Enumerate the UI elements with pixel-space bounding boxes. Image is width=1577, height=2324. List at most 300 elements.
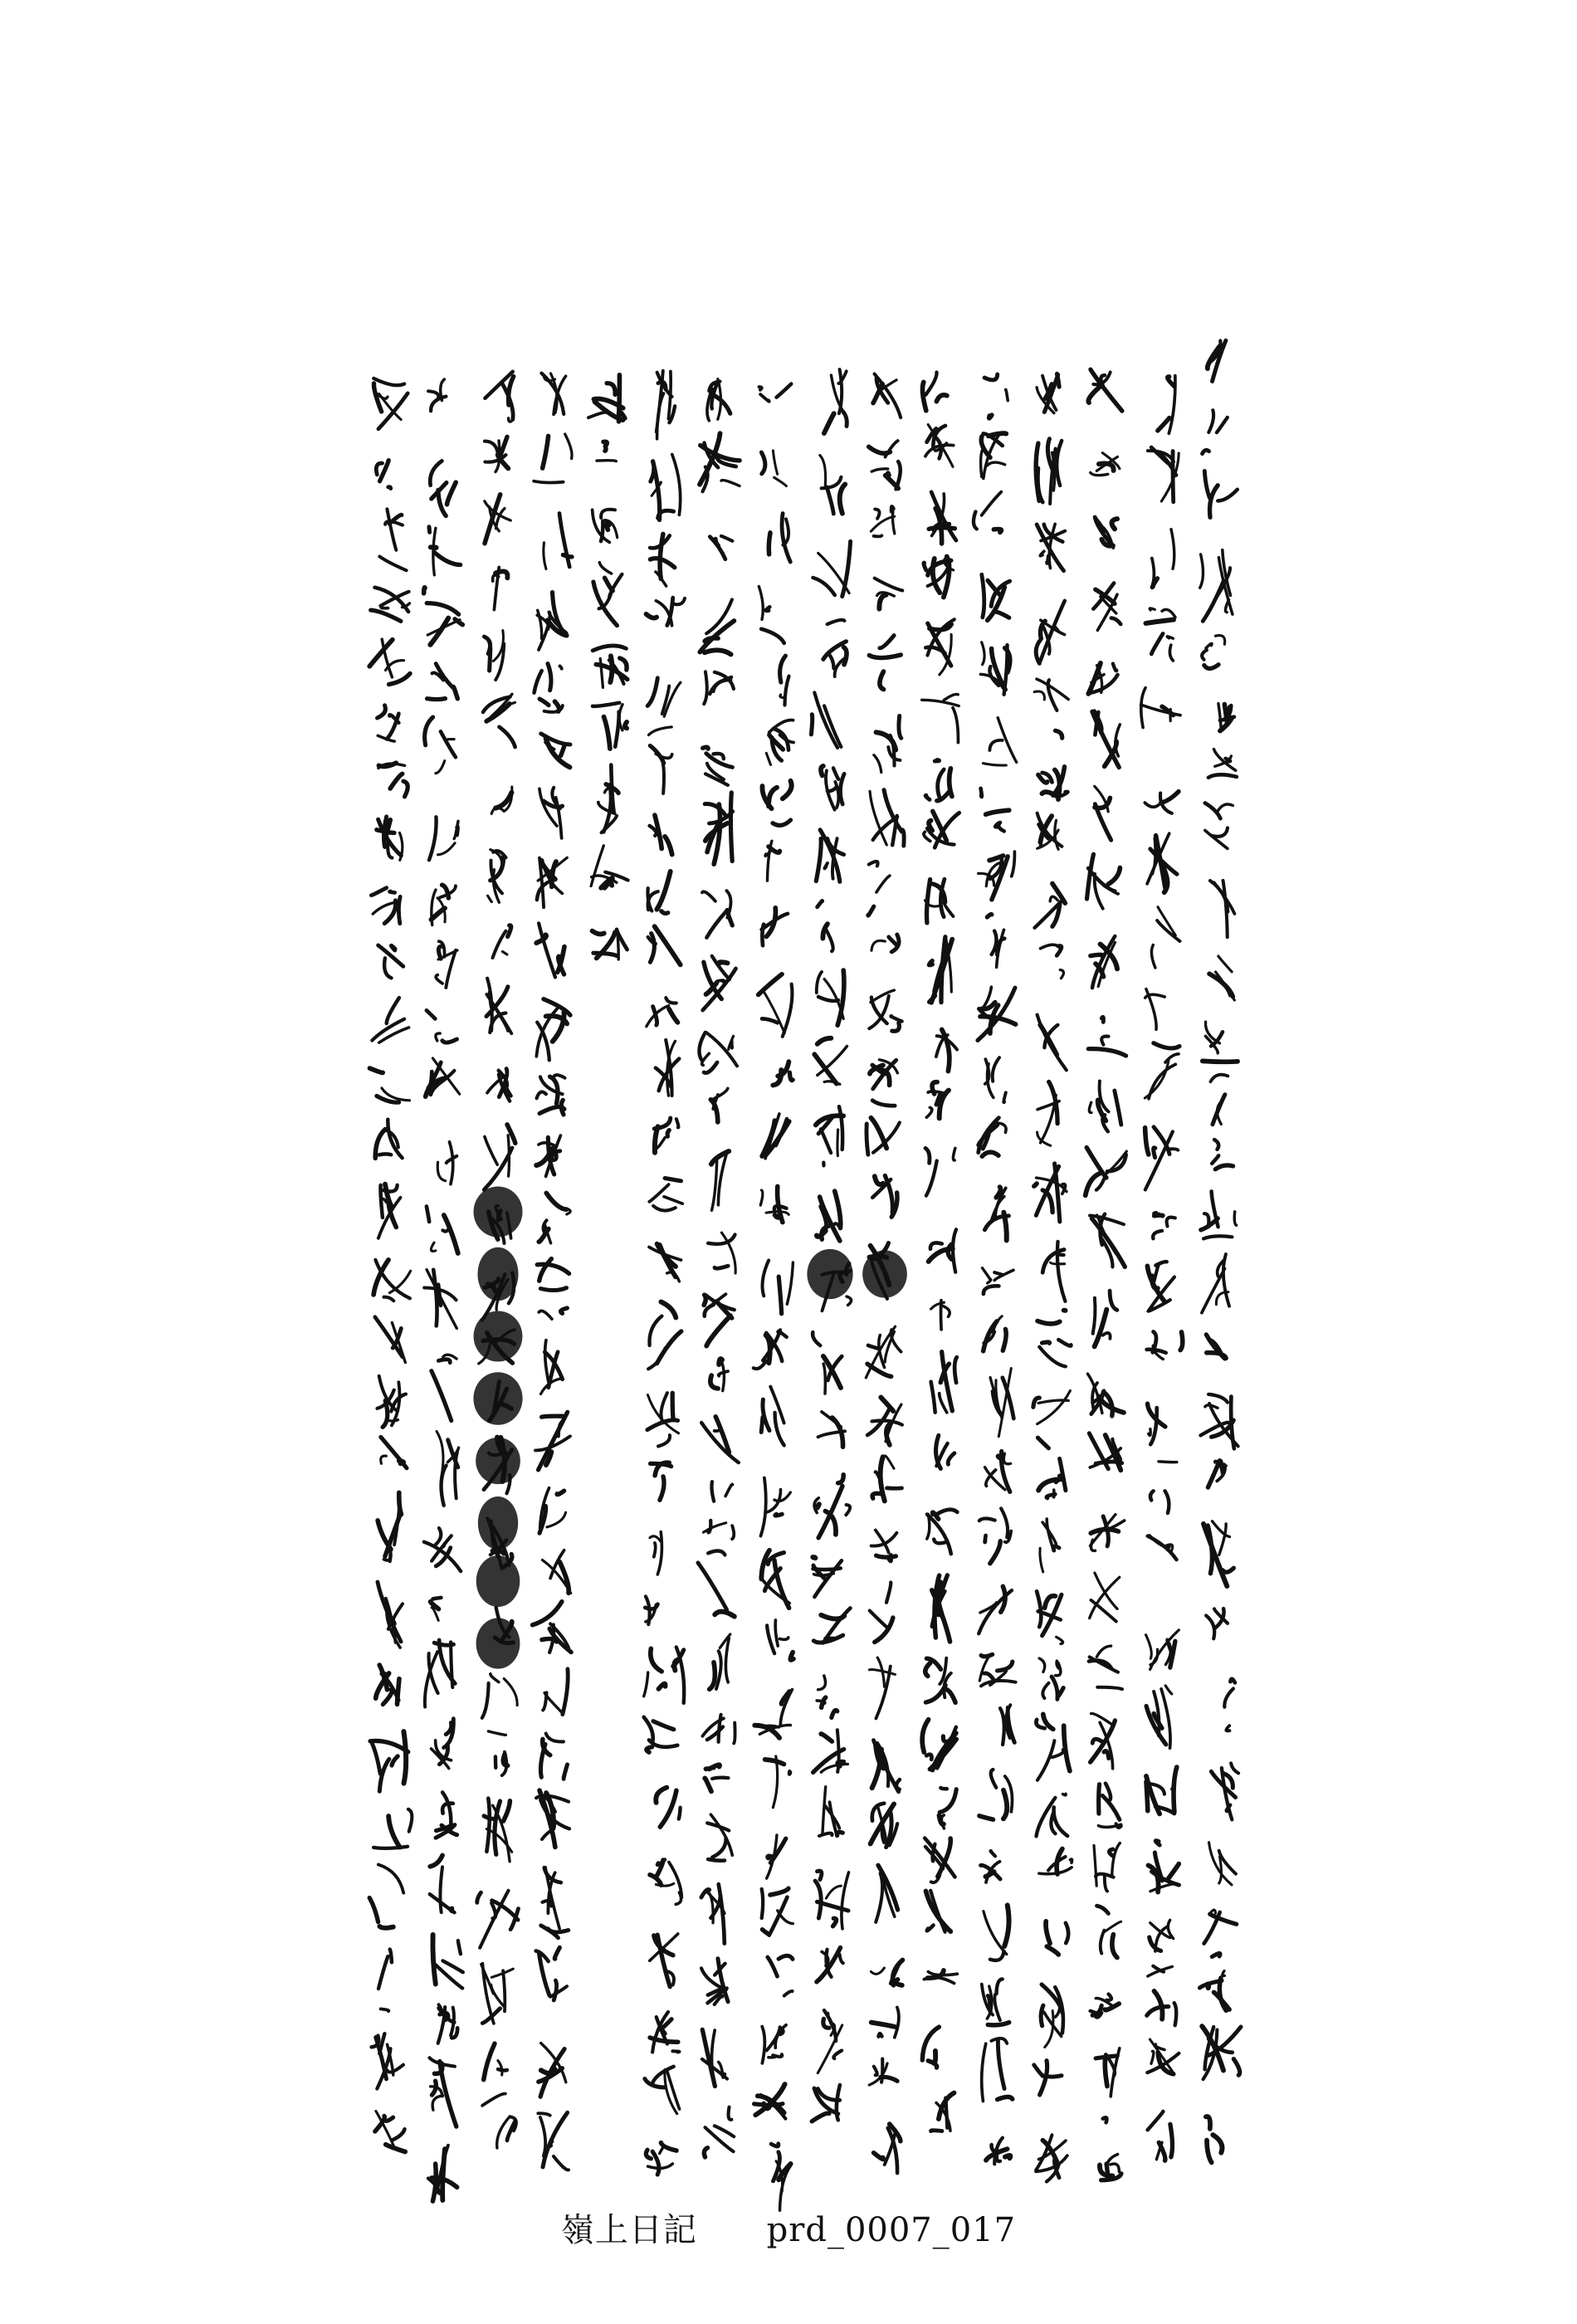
- handwritten-glyph: [824, 369, 847, 433]
- handwritten-glyph: [874, 2124, 901, 2173]
- handwritten-glyph: [372, 998, 408, 1042]
- handwritten-glyph: [872, 935, 899, 952]
- handwritten-glyph: [430, 1855, 455, 1912]
- handwritten-glyph: [759, 384, 792, 402]
- handwritten-glyph: [979, 852, 1015, 900]
- ink-blot: [474, 1311, 523, 1361]
- handwritten-glyph: [765, 1756, 791, 1808]
- handwritten-glyph: [1147, 833, 1177, 892]
- handwritten-glyph: [375, 1317, 406, 1363]
- handwritten-glyph: [931, 1352, 957, 1413]
- handwritten-glyph: [1100, 2117, 1121, 2180]
- handwritten-glyph: [1094, 1843, 1120, 1892]
- handwritten-glyph: [979, 1586, 1012, 1633]
- handwritten-glyph: [875, 579, 903, 609]
- handwritten-glyph: [1145, 1054, 1179, 1099]
- ink-blot: [807, 1249, 852, 1299]
- handwritten-glyph: [651, 455, 681, 520]
- handwritten-glyph: [378, 706, 399, 741]
- handwritten-glyph: [657, 371, 675, 439]
- handwritten-glyph: [432, 885, 456, 925]
- handwritten-glyph: [1037, 524, 1065, 570]
- handwritten-glyph: [1224, 1679, 1235, 1731]
- handwritten-glyph: [812, 2085, 840, 2121]
- handwritten-glyph: [1040, 1519, 1059, 1572]
- handwritten-glyph: [985, 1452, 1011, 1492]
- handwritten-glyph: [597, 442, 616, 461]
- handwritten-glyph: [542, 1550, 570, 1594]
- handwritten-glyph: [484, 2043, 507, 2080]
- handwritten-glyph: [869, 2059, 897, 2086]
- handwritten-glyph: [378, 945, 403, 978]
- handwritten-glyph: [376, 1665, 399, 1705]
- handwritten-glyph: [925, 879, 954, 923]
- handwritten-glyph: [537, 1259, 569, 1320]
- handwritten-glyph: [1092, 711, 1120, 768]
- handwritten-glyph: [1088, 1374, 1125, 1416]
- handwritten-glyph: [816, 1106, 843, 1165]
- handwritten-glyph: [429, 817, 458, 860]
- handwritten-glyph: [1038, 1015, 1067, 1071]
- handwritten-glyph: [702, 1715, 735, 1744]
- handwritten-glyph: [372, 2034, 403, 2088]
- handwritten-glyph: [922, 694, 959, 742]
- handwritten-glyph: [871, 1804, 898, 1848]
- handwritten-glyph: [488, 1731, 507, 1775]
- handwritten-glyph: [1210, 881, 1234, 937]
- handwritten-glyph: [1145, 792, 1179, 813]
- handwritten-glyph: [869, 1658, 895, 1718]
- handwritten-glyph: [1034, 2061, 1062, 2095]
- handwritten-glyph: [482, 2093, 516, 2147]
- handwritten-glyph: [648, 926, 681, 964]
- handwritten-glyph: [1209, 1843, 1236, 1885]
- handwritten-glyph: [754, 2084, 786, 2119]
- handwritten-glyph: [1202, 636, 1225, 669]
- handwritten-glyph: [369, 639, 410, 684]
- handwritten-glyph: [537, 593, 566, 650]
- handwritten-glyph: [872, 1531, 897, 1562]
- handwritten-glyph: [537, 857, 567, 907]
- handwritten-glyph: [1088, 369, 1122, 411]
- handwritten-glyph: [1087, 854, 1120, 909]
- handwritten-glyph: [374, 378, 408, 429]
- handwritten-glyph: [1148, 447, 1179, 502]
- handwritten-glyph: [710, 1634, 730, 1689]
- handwritten-glyph: [981, 788, 1009, 832]
- handwritten-glyph: [650, 534, 675, 586]
- handwritten-glyph: [866, 1326, 901, 1378]
- handwritten-glyph: [651, 1462, 671, 1500]
- handwritten-glyph: [431, 1598, 442, 1621]
- handwritten-glyph: [593, 703, 627, 749]
- handwritten-glyph: [924, 1970, 957, 1984]
- handwritten-glyph: [1148, 1536, 1177, 1560]
- handwritten-glyph: [533, 1602, 572, 1653]
- handwritten-glyph: [932, 1575, 950, 1642]
- handwritten-glyph: [931, 1301, 950, 1330]
- handwritten-glyph: [982, 574, 1010, 620]
- handwritten-glyph: [1211, 1075, 1228, 1125]
- handwritten-glyph: [540, 1488, 566, 1534]
- handwritten-glyph: [437, 1142, 456, 1184]
- handwritten-glyph: [1042, 1242, 1065, 1311]
- handwritten-glyph: [766, 720, 793, 765]
- handwritten-glyph: [1091, 1713, 1116, 1768]
- handwritten-glyph: [867, 1398, 902, 1445]
- handwritten-glyph: [369, 1864, 403, 1927]
- handwritten-glyph: [1147, 1966, 1177, 2026]
- handwritten-glyph: [424, 1270, 456, 1329]
- handwritten-glyph: [424, 1528, 461, 1571]
- handwritten-glyph: [543, 1669, 568, 1715]
- handwritten-glyph: [541, 1868, 569, 1938]
- handwritten-glyph: [780, 656, 789, 705]
- handwritten-glyph: [647, 678, 681, 735]
- handwritten-glyph: [980, 642, 1009, 695]
- handwritten-glyph: [760, 1186, 788, 1222]
- handwritten-glyph: [1200, 550, 1233, 622]
- handwritten-glyph: [1146, 1767, 1177, 1814]
- handwritten-glyph: [702, 891, 732, 938]
- handwritten-glyph: [1036, 601, 1065, 664]
- handwritten-glyph: [540, 1734, 567, 1780]
- handwritten-glyph: [817, 970, 844, 1025]
- handwritten-glyph: [1091, 453, 1120, 476]
- handwritten-glyph: [710, 1359, 728, 1390]
- handwritten-glyph: [371, 888, 400, 924]
- handwritten-glyph: [873, 374, 901, 417]
- handwritten-glyph: [593, 510, 618, 543]
- handwritten-glyph: [1034, 679, 1068, 738]
- handwritten-glyph: [374, 1809, 412, 1848]
- handwriting-strokes: [369, 340, 1241, 2210]
- handwritten-glyph: [698, 1551, 735, 1617]
- handwritten-glyph: [767, 1835, 786, 1878]
- handwritten-glyph: [427, 664, 458, 700]
- handwritten-glyph: [762, 2025, 786, 2063]
- handwritten-glyph: [985, 1057, 1006, 1102]
- handwritten-glyph: [1046, 1921, 1068, 1955]
- handwritten-glyph: [871, 1960, 902, 1985]
- handwritten-glyph: [984, 1187, 1008, 1240]
- handwritten-glyph: [817, 1676, 837, 1717]
- handwritten-glyph: [815, 1871, 848, 1929]
- handwritten-glyph: [1209, 956, 1234, 1000]
- handwritten-glyph: [593, 930, 627, 959]
- handwritten-glyph: [1036, 2135, 1067, 2181]
- handwritten-glyph: [701, 1884, 725, 1944]
- handwritten-glyph: [1093, 583, 1120, 631]
- handwritten-glyph: [710, 1088, 728, 1122]
- handwritten-glyph: [1148, 2112, 1173, 2160]
- handwritten-glyph: [537, 1075, 565, 1115]
- handwritten-glyph: [650, 1860, 681, 1905]
- handwritten-glyph: [376, 461, 390, 489]
- handwritten-glyph: [1089, 1646, 1122, 1689]
- handwritten-glyph: [1095, 517, 1117, 548]
- handwritten-glyph: [436, 941, 457, 988]
- ink-blot: [862, 1250, 907, 1297]
- handwritten-glyph: [982, 2038, 1013, 2102]
- handwritten-glyph: [534, 434, 572, 483]
- handwritten-glyph: [1041, 945, 1064, 978]
- handwritten-glyph: [936, 1029, 957, 1071]
- handwritten-glyph: [820, 456, 845, 515]
- handwritten-glyph: [485, 437, 508, 471]
- handwritten-glyph: [700, 599, 734, 654]
- handwritten-glyph: [432, 1935, 462, 1989]
- handwritten-glyph: [485, 495, 510, 544]
- handwritten-glyph: [929, 1229, 956, 1272]
- handwritten-glyph: [1147, 1332, 1183, 1360]
- handwritten-glyph: [925, 1148, 955, 1195]
- handwritten-glyph: [481, 1964, 514, 2024]
- handwritten-glyph: [541, 1340, 563, 1394]
- handwritten-glyph: [925, 619, 954, 675]
- handwritten-glyph: [922, 373, 946, 411]
- handwritten-glyph: [378, 1492, 401, 1561]
- handwritten-glyph: [1086, 1148, 1127, 1196]
- handwritten-glyph: [438, 2004, 458, 2043]
- handwritten-glyph: [871, 506, 895, 536]
- handwritten-glyph: [536, 923, 564, 977]
- handwritten-glyph: [644, 1648, 684, 1703]
- handwritten-glyph: [704, 671, 734, 704]
- handwritten-glyph: [1036, 439, 1062, 504]
- handwritten-glyph: [819, 1787, 842, 1836]
- handwritten-glyph: [483, 694, 515, 747]
- handwritten-glyph: [427, 1010, 457, 1042]
- handwritten-glyph: [761, 1478, 791, 1536]
- handwritten-glyph: [979, 1770, 1013, 1819]
- handwritten-glyph: [1039, 1849, 1072, 1875]
- handwritten-glyph: [650, 1532, 662, 1575]
- handwritten-glyph: [1034, 1164, 1067, 1222]
- handwritten-glyph: [1146, 1686, 1172, 1748]
- handwritten-glyph: [1203, 1022, 1238, 1062]
- handwritten-glyph: [648, 1302, 681, 1370]
- handwritten-glyph: [1098, 1784, 1120, 1828]
- handwritten-glyph: [813, 541, 851, 596]
- handwritten-glyph: [1202, 2026, 1241, 2079]
- ink-blot: [474, 1186, 523, 1237]
- handwritten-glyph: [598, 765, 618, 833]
- handwritten-glyph: [929, 492, 956, 544]
- handwritten-glyph: [817, 1191, 841, 1241]
- handwritten-glyph: [437, 1431, 459, 1505]
- handwritten-glyph: [1037, 1794, 1068, 1836]
- handwritten-glyph: [978, 987, 1016, 1040]
- handwritten-glyph: [1148, 1404, 1165, 1444]
- handwritten-glyph: [869, 990, 901, 1031]
- handwritten-glyph: [645, 1596, 657, 1624]
- handwritten-glyph: [593, 646, 627, 687]
- handwritten-glyph: [876, 1865, 897, 1922]
- handwritten-glyph: [703, 747, 733, 785]
- handwritten-glyph: [710, 536, 732, 559]
- ink-blot: [478, 1496, 518, 1550]
- caption-id: prd_0007_017: [766, 2211, 1017, 2249]
- handwritten-glyph: [1090, 1515, 1124, 1551]
- handwritten-glyph: [374, 1260, 411, 1301]
- handwritten-glyph: [711, 1151, 729, 1211]
- handwritten-manuscript-image: [365, 320, 1253, 2229]
- handwritten-glyph: [1203, 410, 1228, 453]
- handwritten-glyph: [760, 1550, 789, 1609]
- handwritten-glyph: [370, 1731, 408, 1791]
- handwritten-glyph: [870, 790, 904, 846]
- handwritten-glyph: [931, 2093, 954, 2131]
- handwritten-glyph: [1218, 704, 1234, 731]
- handwritten-glyph: [535, 664, 563, 712]
- handwritten-glyph: [491, 787, 512, 813]
- handwritten-glyph: [761, 1387, 784, 1446]
- handwritten-glyph: [484, 1799, 512, 1862]
- handwritten-glyph: [1211, 1763, 1238, 1819]
- handwritten-glyph: [1039, 1658, 1063, 1699]
- handwritten-glyph: [872, 1741, 900, 1792]
- handwritten-glyph: [1204, 1521, 1233, 1586]
- handwritten-glyph: [1090, 1214, 1125, 1267]
- handwritten-glyph: [485, 372, 513, 422]
- handwritten-glyph: [925, 1838, 954, 1883]
- handwritten-glyph: [1202, 1254, 1229, 1313]
- handwritten-glyph: [869, 441, 901, 489]
- handwritten-glyph: [872, 1456, 901, 1501]
- handwritten-glyph: [593, 563, 622, 626]
- handwritten-glyph: [484, 631, 504, 681]
- handwritten-glyph: [922, 1720, 956, 1770]
- handwritten-glyph: [769, 514, 790, 563]
- handwritten-glyph: [762, 908, 788, 945]
- handwritten-glyph: [1208, 340, 1226, 381]
- handwritten-glyph: [1141, 688, 1181, 728]
- handwritten-glyph: [872, 1175, 897, 1217]
- handwritten-glyph: [922, 2027, 939, 2068]
- handwritten-glyph: [1158, 376, 1175, 434]
- handwritten-glyph: [436, 1792, 457, 1838]
- handwritten-glyph: [1037, 374, 1059, 413]
- handwritten-glyph: [987, 915, 1004, 968]
- handwritten-glyph: [818, 901, 833, 951]
- handwritten-glyph: [588, 375, 625, 422]
- handwritten-glyph: [979, 1118, 1006, 1157]
- handwritten-glyph: [708, 1233, 735, 1273]
- handwritten-glyph: [926, 1891, 951, 1932]
- handwritten-glyph: [536, 999, 570, 1061]
- ink-blot: [476, 1618, 520, 1668]
- handwritten-glyph: [375, 1120, 402, 1159]
- handwritten-glyph: [702, 2029, 727, 2086]
- handwritten-glyph: [707, 1814, 732, 1861]
- handwritten-glyph: [1147, 2039, 1179, 2074]
- handwritten-glyph: [814, 1038, 847, 1085]
- handwritten-glyph: [1153, 1213, 1175, 1239]
- caption-title: 嶺上日記: [560, 2211, 697, 2249]
- handwritten-glyph: [707, 379, 730, 421]
- handwritten-glyph: [1038, 1081, 1060, 1145]
- handwritten-glyph: [428, 379, 446, 411]
- handwritten-glyph: [925, 760, 952, 801]
- handwritten-glyph: [868, 862, 890, 915]
- handwritten-glyph: [990, 1369, 1013, 1437]
- handwritten-glyph: [704, 1294, 735, 1345]
- handwritten-glyph: [654, 1118, 678, 1153]
- handwritten-glyph: [821, 766, 844, 810]
- handwritten-glyph: [369, 1068, 409, 1102]
- handwritten-glyph: [1150, 1462, 1177, 1513]
- handwritten-glyph: [536, 1947, 567, 2000]
- handwritten-glyph: [591, 846, 628, 888]
- handwritten-glyph: [487, 1069, 511, 1101]
- handwritten-glyph: [378, 1184, 401, 1238]
- handwritten-glyph: [1091, 1994, 1120, 2018]
- handwritten-glyph: [1097, 1906, 1121, 1957]
- handwritten-glyph: [1147, 1262, 1174, 1311]
- handwritten-glyph: [870, 1060, 897, 1089]
- handwritten-glyph: [1038, 813, 1062, 850]
- handwritten-glyph: [765, 841, 779, 881]
- handwritten-glyph: [535, 1412, 570, 1470]
- handwritten-glyph: [1038, 767, 1068, 799]
- page-caption: [0, 2204, 1577, 2251]
- handwritten-glyph: [538, 2112, 569, 2170]
- handwritten-glyph: [650, 745, 672, 793]
- handwritten-glyph: [984, 1905, 1009, 1960]
- handwritten-glyph: [981, 1851, 1001, 1882]
- handwritten-glyph: [649, 1244, 681, 1282]
- ink-blot: [476, 1555, 520, 1607]
- handwritten-glyph: [705, 793, 733, 864]
- handwritten-glyph: [982, 1980, 1009, 2025]
- handwritten-glyph: [925, 1658, 955, 1703]
- handwritten-glyph: [1088, 1017, 1125, 1056]
- handwritten-glyph: [1041, 1985, 1063, 2048]
- handwritten-glyph: [1206, 2116, 1223, 2162]
- handwritten-glyph: [761, 451, 786, 486]
- handwritten-glyph: [813, 1608, 850, 1643]
- handwritten-glyph: [1206, 1609, 1228, 1638]
- handwritten-glyph: [874, 716, 901, 773]
- handwritten-glyph: [377, 817, 403, 861]
- handwritten-glyph: [544, 514, 572, 569]
- ink-blot: [476, 1438, 520, 1484]
- handwritten-glyph: [924, 557, 954, 598]
- handwritten-glyph: [703, 956, 736, 1010]
- handwritten-glyph: [768, 1955, 793, 1995]
- handwritten-glyph: [762, 1114, 789, 1159]
- handwritten-glyph: [432, 1719, 454, 1769]
- handwritten-glyph: [378, 1950, 392, 2012]
- handwritten-glyph: [1212, 1140, 1233, 1169]
- handwritten-glyph: [426, 1058, 460, 1096]
- handwritten-glyph: [650, 815, 672, 854]
- handwritten-glyph: [1199, 1971, 1229, 2011]
- handwritten-glyph: [816, 830, 843, 882]
- handwritten-glyph: [759, 587, 784, 643]
- handwritten-glyph: [705, 1765, 728, 1791]
- handwritten-glyph: [493, 568, 508, 610]
- handwritten-glyph: [432, 1355, 456, 1420]
- handwritten-glyph: [703, 1482, 734, 1539]
- handwritten-glyph: [754, 1330, 787, 1369]
- handwritten-glyph: [1033, 1391, 1071, 1424]
- handwritten-glyph: [378, 763, 408, 797]
- handwritten-glyph: [1204, 1910, 1237, 1956]
- manuscript-handwriting-drawing: [365, 320, 1253, 2229]
- handwritten-glyph: [811, 692, 841, 748]
